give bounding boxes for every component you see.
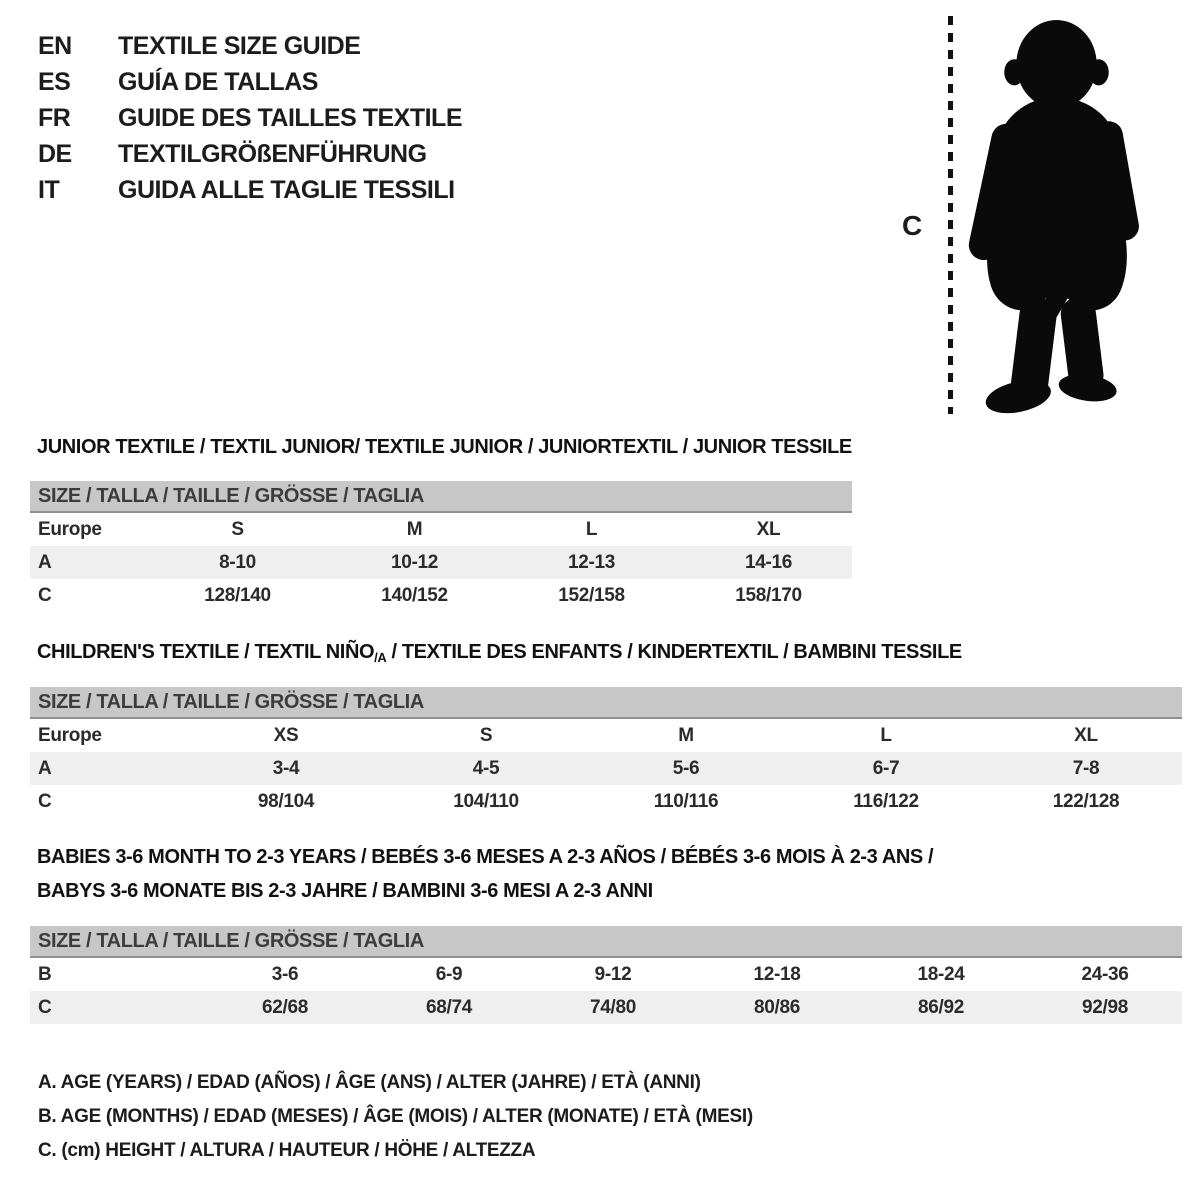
size-cell: M [678, 724, 694, 746]
language-code: EN [38, 31, 72, 60]
junior-size-table [30, 481, 852, 612]
language-code: ES [38, 67, 71, 96]
babies-section-title-line2: BABYS 3-6 MONATE BIS 2-3 JAHRE / BAMBINI 3-6 MESI A 2-3 ANNI [37, 880, 653, 902]
table-row-age [30, 752, 1182, 785]
height-cell: 62/68 [261, 996, 309, 1018]
size-cell: M [406, 518, 423, 540]
table-row-height [30, 991, 1182, 1024]
height-cell: 74/80 [589, 996, 637, 1018]
row-label: Europe [38, 724, 102, 746]
babies-section-title-line1: BABIES 3-6 MONTH TO 2-3 YEARS / BEBÉS 3-6 MESES A 2-3 AÑOS / BÉBÉS 3-6 MOIS À 2-3 ANS / [37, 846, 934, 868]
height-cell: 92/98 [1081, 996, 1129, 1018]
table-row-europe [30, 513, 852, 546]
language-title-list [38, 28, 462, 208]
language-title: TEXTILGRÖßENFÜHRUNG [118, 139, 427, 168]
table-row-height [30, 785, 1182, 818]
age-cell: 12-13 [567, 551, 616, 573]
legend-line-a: A. AGE (YEARS) / EDAD (AÑOS) / ÂGE (ANS) / ALTER (JAHRE) / ETÀ (ANNI) [38, 1072, 701, 1093]
row-label: A [38, 757, 52, 779]
height-cell: 152/158 [558, 584, 625, 606]
junior-section-title: JUNIOR TEXTILE / TEXTIL JUNIOR/ TEXTILE JUNIOR / JUNIORTEXTIL / JUNIOR TESSILE [37, 436, 852, 458]
language-code: FR [38, 103, 71, 132]
age-cell: 12-18 [753, 963, 801, 985]
age-cell: 8-10 [219, 551, 256, 573]
row-label: C [38, 584, 52, 606]
legend-line-b: B. AGE (MONTHS) / EDAD (MESES) / ÂGE (MOIS) / ALTER (MONATE) / ETÀ (MESI) [38, 1106, 753, 1127]
age-cell: 6-7 [872, 757, 900, 779]
age-cell: 24-36 [1081, 963, 1129, 985]
size-header-bar: SIZE / TALLA / TAILLE / GRÖSSE / TAGLIA [30, 926, 1182, 958]
row-label: C [38, 996, 52, 1018]
children-title-part1: CHILDREN'S TEXTILE / TEXTIL NIÑO [37, 641, 375, 663]
age-cell: 3-4 [272, 757, 300, 779]
language-row-it [38, 172, 462, 208]
height-cell: 86/92 [917, 996, 965, 1018]
size-cell: XS [273, 724, 299, 746]
children-title-part2: / TEXTILE DES ENFANTS / KINDERTEXTIL / BAMBINI TESSILE [386, 641, 962, 663]
size-cell: S [479, 724, 493, 746]
language-title: GUÍA DE TALLAS [118, 67, 318, 96]
legend-line-c: C. (cm) HEIGHT / ALTURA / HAUTEUR / HÖHE / ALTEZZA [38, 1140, 536, 1161]
row-label: B [38, 963, 52, 985]
children-section-title [37, 641, 962, 665]
height-cell: 122/128 [1052, 790, 1120, 812]
language-row-de [38, 136, 462, 172]
height-cell: 80/86 [753, 996, 801, 1018]
age-cell: 7-8 [1072, 757, 1100, 779]
children-size-table [30, 687, 1182, 818]
height-measure-dashed-line [948, 16, 953, 414]
height-cell: 98/104 [257, 790, 315, 812]
height-cell: 158/170 [735, 584, 802, 606]
height-cell: 128/140 [204, 584, 271, 606]
table-row-europe [30, 719, 1182, 752]
table-row-age [30, 546, 852, 579]
language-title: GUIDE DES TAILLES TEXTILE [118, 103, 463, 132]
height-cell: 68/74 [425, 996, 473, 1018]
size-header-bar: SIZE / TALLA / TAILLE / GRÖSSE / TAGLIA [30, 481, 852, 513]
language-row-fr [38, 100, 462, 136]
age-cell: 4-5 [472, 757, 500, 779]
table-row-height [30, 579, 852, 612]
height-cell: 110/116 [653, 790, 719, 812]
children-title-subscript: /A [374, 650, 387, 665]
language-title: TEXTILE SIZE GUIDE [118, 31, 361, 60]
height-cell: 104/110 [453, 790, 519, 812]
size-header-bar: SIZE / TALLA / TAILLE / GRÖSSE / TAGLIA [30, 687, 1182, 719]
language-code: IT [38, 175, 60, 204]
height-cell: 116/122 [853, 790, 919, 812]
row-label: A [38, 551, 52, 573]
size-cell: S [231, 518, 244, 540]
row-label: Europe [38, 518, 102, 540]
row-label: C [38, 790, 52, 812]
age-cell: 9-12 [594, 963, 632, 985]
language-title: GUIDA ALLE TAGLIE TESSILI [118, 175, 455, 204]
size-cell: L [880, 724, 892, 746]
language-code: DE [38, 139, 72, 168]
legend [38, 1066, 753, 1168]
language-row-es [38, 64, 462, 100]
age-cell: 10-12 [390, 551, 439, 573]
toddler-silhouette-icon [966, 14, 1146, 416]
age-cell: 6-9 [435, 963, 463, 985]
table-row-age-months [30, 958, 1182, 991]
babies-size-table [30, 926, 1182, 1024]
size-cell: XL [756, 518, 781, 540]
age-cell: 14-16 [744, 551, 793, 573]
size-cell: XL [1074, 724, 1098, 746]
height-cell: 140/152 [381, 584, 448, 606]
height-measure-label: C [902, 210, 923, 241]
age-cell: 5-6 [672, 757, 700, 779]
language-row-en [38, 28, 462, 64]
age-cell: 3-6 [271, 963, 299, 985]
size-cell: L [585, 518, 598, 540]
age-cell: 18-24 [917, 963, 965, 985]
